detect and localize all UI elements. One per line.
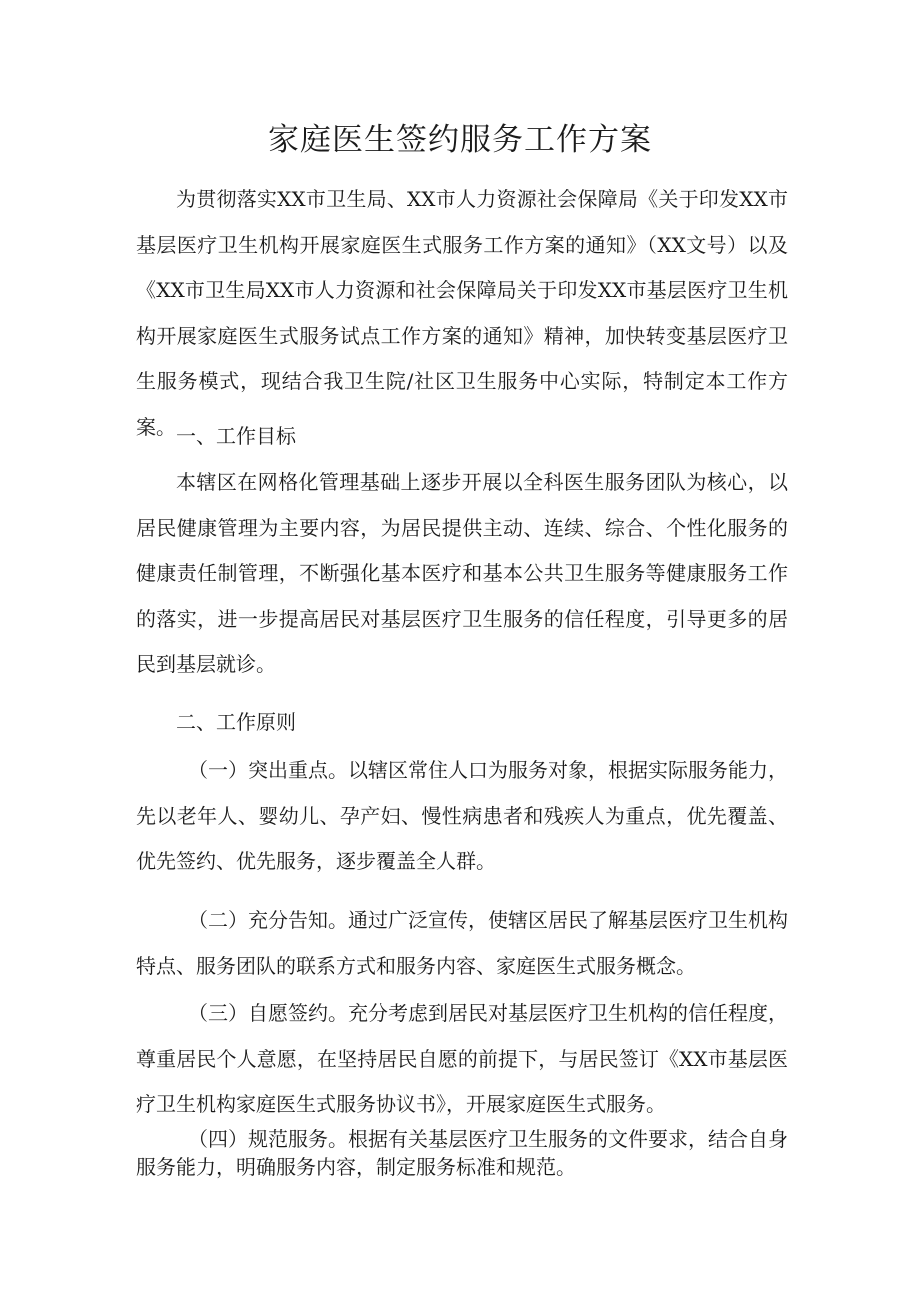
document-title: 家庭医生签约服务工作方案 [268,122,652,158]
principle-item-1: （一）突出重点。以辖区常住人口为服务对象，根据实际服务能力，先以老年人、婴幼儿、孕产妇、慢性病患者和残疾人为重点，优先覆盖、优先签约、优先服务，逐步覆盖全人群。 [136,758,788,873]
section-heading-goals: 一、工作目标 [176,424,296,448]
goals-paragraph: 本辖区在网格化管理基础上逐步开展以全科医生服务团队为核心，以居民健康管理为主要内容，为居民提供主动、连续、综合、个性化服务的健康责任制管理，不断强化基本医疗和基本公共卫生服务等健康服务工作的落实，进一步提高居民对基层医疗卫生服务的信任程度，引导更多的居民到基层就诊。 [136,470,788,676]
section-heading-principles: 二、工作原则 [176,710,296,734]
principle-item-3: （三）自愿签约。充分考虑到居民对基层医疗卫生机构的信任程度，尊重居民个人意愿，在坚持居民自愿的前提下，与居民签订《XX市基层医疗卫生机构家庭医生式服务协议书》，开展家庭医生式服务。 [136,1001,788,1116]
principle-item-2: （二）充分告知。通过广泛宣传，使辖区居民了解基层医疗卫生机构特点、服务团队的联系方式和服务内容、家庭医生式服务概念。 [136,908,788,978]
principle-item-4: （四）规范服务。根据有关基层医疗卫生服务的文件要求，结合自身服务能力，明确服务内容，制定服务标准和规范。 [136,1127,788,1179]
intro-paragraph: 为贯彻落实XX市卫生局、XX市人力资源社会保障局《关于印发XX市基层医疗卫生机构开展家庭医生式服务工作方案的通知》（XX文号）以及《XX市卫生局XX市人力资源和社会保障局关于印发XX市基层医疗卫生机构开展家庭医生式服务试点工作方案的通知》精神，加快转变基层医疗卫生服务模式，现结合我卫生院/社区卫生服务中心实际，特制定本工作方案。 [136,187,788,439]
